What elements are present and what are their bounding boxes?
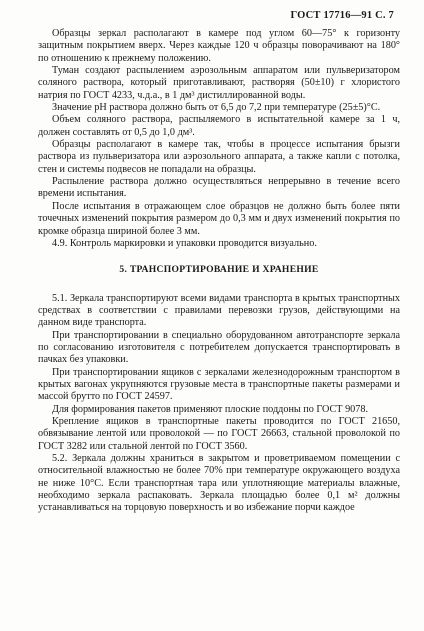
- paragraph: Значение pH раствора должно быть от 6,5 до 7,2 при температуре (25±5)°С.: [52, 102, 381, 114]
- paragraph: 4.9. Контроль маркировки и упаковки проводится визуально.: [52, 237, 317, 249]
- paragraph: При транспортировании в специально оборудованном автотранспорте зеркала по согласованию изготовителя с потребителем допускается транспортировать в пачках без упаковки.: [38, 329, 400, 366]
- paragraph: Образцы располагают в камере так, чтобы в процессе испытания брызги раствора из пульверизатора или аэрозольного аппарата, а также капли с потолка, стен и системы подвесов не попадали на образцы.: [38, 139, 400, 175]
- paragraph: 5.2. Зеркала должны храниться в закрытом и проветриваемом помещении с относительной влажностью не более 70% при температуре окружающего воздуха не ниже 10°С. Если транспортная тара или уплотняющие материалы влажные, необходимо зеркала распаковать. Зеркала площадью более 0,1 м² должны устанавливаться на торцовую поверхность и во избежание порчи каждое: [38, 453, 400, 514]
- paragraph: Для формирования пакетов применяют плоские поддоны по ГОСТ 9078.: [52, 403, 368, 415]
- paragraph: Распыление раствора должно осуществляться непрерывно в течение всего времени испытания.: [38, 176, 400, 200]
- running-header: ГОСТ 17716—91 С. 7: [290, 10, 394, 21]
- paragraph: Образцы зеркал располагают в камере под углом 60—75° к горизонту защитным покрытием вверх. Через каждые 120 ч образцы поворачивают на 180° по отношению к прежнему положению.: [38, 28, 400, 64]
- paragraph: При транспортировании ящиков с зеркалами железнодорожным транспортом в крытых вагонах укрупняются грузовые места в транспортные пакеты размерами и массой брутто по ГОСТ 24597.: [38, 366, 400, 403]
- paragraph: Туман создают распылением аэрозольным аппаратом или пульверизатором соляного раствора, который приготавливают, растворяя (50±10) г хлористого натрия по ГОСТ 4233, ч.д.а., в 1 дм³ дистиллированной воды.: [38, 65, 400, 101]
- paragraph: После испытания в отражающем слое образцов не должно быть более пяти точечных изменений покрытия размером до 0,3 мм и двух изменений покрытия по кромке образца шириной более 3 мм.: [38, 200, 400, 237]
- paragraph: Объем соляного раствора, распыляемого в испытательной камере за 1 ч, должен составлять от 0,5 до 1,0 дм³.: [38, 114, 400, 138]
- paragraph: 5.1. Зеркала транспортируют всеми видами транспорта в крытых транспортных средствах в соответствии с правилами перевозки грузов, действующими на данном виде транспорта.: [38, 292, 400, 329]
- paragraph: Крепление ящиков в транспортные пакеты проводится по ГОСТ 21650, обвязывание лентой или проволокой — по ГОСТ 26663, стальной проволокой по ГОСТ 3282 или стальной лентой по ГОСТ 3560.: [38, 415, 400, 452]
- section-title: 5. ТРАНСПОРТИРОВАНИЕ И ХРАНЕНИЕ: [119, 264, 319, 276]
- document-body: [38, 28, 400, 515]
